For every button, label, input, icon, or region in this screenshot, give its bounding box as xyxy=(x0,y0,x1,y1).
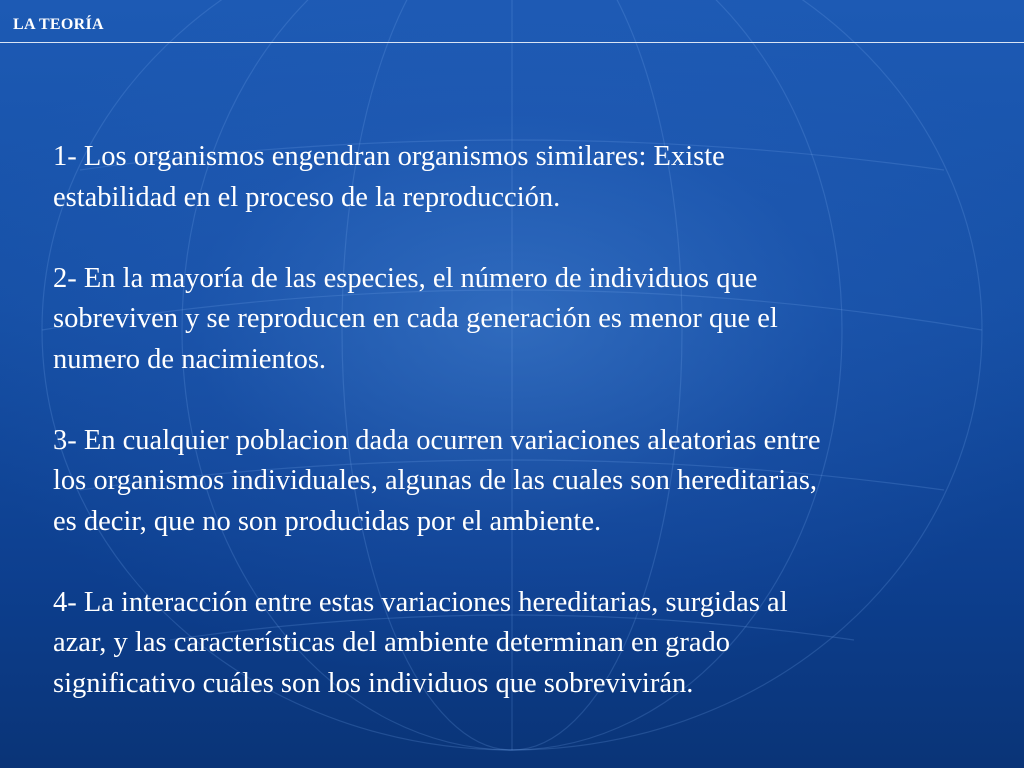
header-divider xyxy=(0,42,1024,43)
theory-point-3 xyxy=(53,421,993,543)
text-line: azar, y las características del ambiente determinan en grado xyxy=(53,627,730,658)
text-line: numero de nacimientos. xyxy=(53,343,327,375)
text-line: 2- En la mayoría de las especies, el número de individuos que xyxy=(53,262,758,294)
text-line: significativo cuáles son los individuos que sobrevivirán. xyxy=(53,667,694,699)
theory-point-1 xyxy=(53,137,993,218)
text-line: los organismos individuales, algunas de las cuales son hereditarias, xyxy=(53,465,818,496)
text-line: es decir, que no son producidas por el ambiente. xyxy=(53,505,602,537)
text-line: 3- En cualquier poblacion dada ocurren variaciones aleatorias entre xyxy=(53,424,821,456)
text-line: sobreviven y se reproducen en cada generación es menor que el xyxy=(53,303,778,334)
slide-title: LA TEORÍA xyxy=(13,16,104,33)
slide-body xyxy=(53,137,993,704)
slide-header xyxy=(0,0,1024,44)
theory-point-4 xyxy=(53,583,993,705)
text-line: 1- Los organismos engendran organismos similares: Existe xyxy=(53,141,725,172)
theory-point-2 xyxy=(53,259,993,381)
text-line: 4- La interacción entre estas variaciones hereditarias, surgidas al xyxy=(53,586,788,618)
text-line: estabilidad en el proceso de la reproducción. xyxy=(53,181,561,213)
